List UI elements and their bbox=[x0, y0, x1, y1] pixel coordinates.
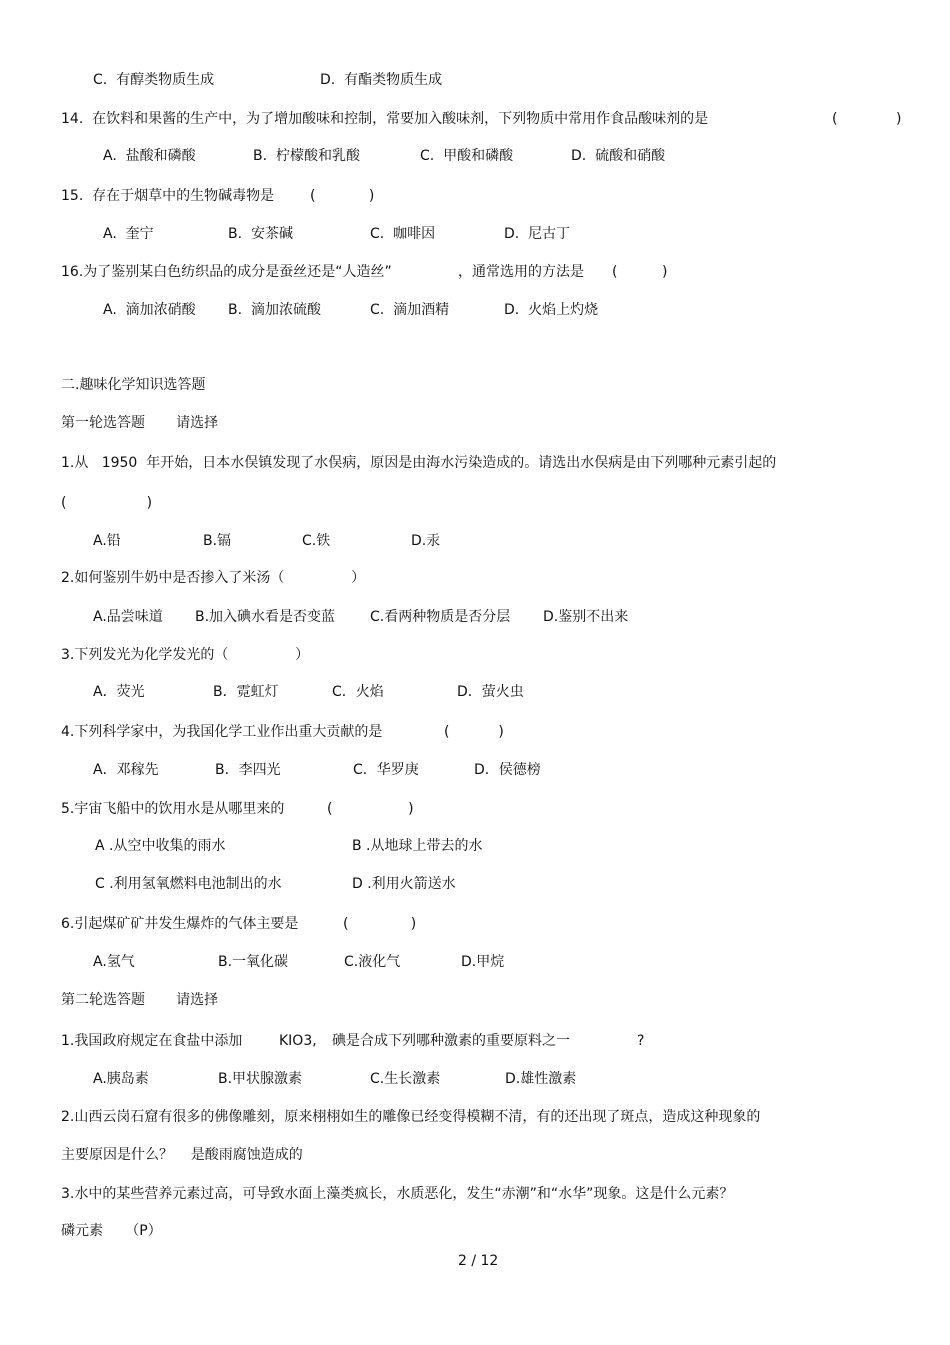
question-16-paren: ( ) bbox=[612, 264, 668, 280]
round-1-heading: 第一轮选答题 请选择 bbox=[61, 415, 219, 431]
r1q1-option-c: C.铁 bbox=[302, 533, 331, 549]
r1-question-5-paren: ( ) bbox=[327, 801, 414, 817]
r1q4-option-c: C．华罗庚 bbox=[353, 762, 419, 778]
r1q5-option-c: C .利用氢氧燃料电池制出的水 bbox=[95, 876, 282, 892]
r2-question-1-stem-cont: 碘是合成下列哪种激素的重要原料之一 bbox=[332, 1033, 570, 1049]
r2-question-2-line-1: 2.山西云岗石窟有很多的佛像雕刻，原来栩栩如生的雕像已经变得模糊不清，有的还出现了斑点，造成这种现象的 bbox=[61, 1109, 761, 1125]
r1-question-6-stem: 6.引起煤矿矿井发生爆炸的气体主要是 bbox=[61, 916, 299, 932]
r2q1-option-c: C.生长激素 bbox=[370, 1071, 441, 1087]
r1q4-option-b: B．李四光 bbox=[215, 762, 281, 778]
r1q1-option-b: B.镉 bbox=[203, 533, 232, 549]
question-14-stem: 14. 在饮料和果酱的生产中，为了增加酸味和控制，常要加入酸味剂，下列物质中常用作食品酸味剂的是 bbox=[61, 111, 709, 127]
page-number: 2 / 12 bbox=[458, 1253, 499, 1269]
r1q5-option-d: D .利用火箭送水 bbox=[352, 876, 456, 892]
q15-option-b: B. 安茶碱 bbox=[228, 226, 293, 242]
r2-question-2-line-2: 主要原因是什么？ 是酸雨腐蚀造成的 bbox=[61, 1147, 303, 1163]
r1q4-option-a: A．邓稼先 bbox=[93, 762, 159, 778]
question-16-stem-cont: ，通常选用的方法是 bbox=[458, 264, 584, 280]
r1q1-option-d: D.汞 bbox=[411, 533, 441, 549]
q16-option-a: A. 滴加浓硝酸 bbox=[103, 302, 196, 318]
r1q2-option-d: D.鉴别不出来 bbox=[543, 609, 629, 625]
r1-question-1-paren: ( ) bbox=[61, 495, 153, 511]
r1q6-option-c: C.液化气 bbox=[344, 954, 401, 970]
r2q1-option-d: D.雄性激素 bbox=[505, 1071, 577, 1087]
r2q1-option-b: B.甲状腺激素 bbox=[218, 1071, 303, 1087]
r2-question-1-qmark: ? bbox=[637, 1033, 645, 1049]
r1-question-3-stem: 3.下列发光为化学发光的（ ） bbox=[61, 647, 310, 663]
round-2-heading: 第二轮选答题 请选择 bbox=[61, 992, 219, 1008]
r1q5-option-a: A .从空中收集的雨水 bbox=[95, 838, 226, 854]
r2-question-3-line-2: 磷元素 （P） bbox=[61, 1223, 162, 1239]
question-16-stem: 16.为了鉴别某白色纺织品的成分是蚕丝还是“人造丝” bbox=[61, 264, 392, 280]
q15-option-c: C. 咖啡因 bbox=[370, 226, 436, 242]
r2-question-1-stem: 1.我国政府规定在食盐中添加 bbox=[61, 1033, 243, 1049]
r2-question-1-formula: KIO3, bbox=[279, 1033, 317, 1049]
r1-question-1-stem: 1.从 1950 年开始，日本水俣镇发现了水俣病，原因是由海水污染造成的。请选出水俣病是由下列哪种元素引起的 bbox=[61, 455, 777, 471]
r1q6-option-b: B.一氧化碳 bbox=[218, 954, 289, 970]
q14-option-d: D. 硫酸和硝酸 bbox=[571, 148, 666, 164]
section-title: 二.趣味化学知识选答题 bbox=[61, 377, 206, 393]
question-14-paren-open: ( bbox=[832, 111, 838, 127]
r1q2-option-a: A.品尝味道 bbox=[93, 609, 163, 625]
r1-question-4-stem: 4.下列科学家中，为我国化学工业作出重大贡献的是 bbox=[61, 724, 383, 740]
question-15-stem: 15. 存在于烟草中的生物碱毒物是 bbox=[61, 188, 275, 204]
r1q1-option-a: A.铅 bbox=[93, 533, 121, 549]
question-15-paren: ( ) bbox=[310, 188, 375, 204]
q16-option-d: D. 火焰上灼烧 bbox=[504, 302, 599, 318]
r2q1-option-a: A.胰岛素 bbox=[93, 1071, 149, 1087]
r1q6-option-a: A.氢气 bbox=[93, 954, 135, 970]
q14-option-b: B. 柠檬酸和乳酸 bbox=[253, 148, 360, 164]
r1q2-option-c: C.看两种物质是否分层 bbox=[370, 609, 511, 625]
r1-question-6-paren: ( ) bbox=[343, 916, 417, 932]
r1q6-option-d: D.甲烷 bbox=[461, 954, 505, 970]
r1q4-option-d: D．侯德榜 bbox=[474, 762, 541, 778]
r1q3-option-b: B．霓虹灯 bbox=[213, 684, 279, 700]
r1q3-option-a: A．荧光 bbox=[93, 684, 145, 700]
r1q3-option-d: D．萤火虫 bbox=[457, 684, 524, 700]
q15-option-d: D. 尼古丁 bbox=[504, 226, 571, 242]
r1q3-option-c: C．火焰 bbox=[332, 684, 384, 700]
q15-option-a: A. 奎宁 bbox=[103, 226, 154, 242]
r2-question-3-line-1: 3.水中的某些营养元素过高，可导致水面上藻类疯长，水质恶化，发生“赤潮”和“水华”现象。这是什么元素？ bbox=[61, 1186, 734, 1202]
r1q5-option-b: B .从地球上带去的水 bbox=[352, 838, 483, 854]
q13-option-d: D. 有酯类物质生成 bbox=[320, 72, 443, 88]
question-14-paren-close: ) bbox=[896, 111, 902, 127]
q16-option-c: C. 滴加酒精 bbox=[370, 302, 450, 318]
r1-question-4-paren: ( ) bbox=[444, 724, 504, 740]
q14-option-a: A. 盐酸和磷酸 bbox=[103, 148, 196, 164]
r1-question-5-stem: 5.宇宙飞船中的饮用水是从哪里来的 bbox=[61, 801, 285, 817]
q14-option-c: C. 甲酸和磷酸 bbox=[420, 148, 514, 164]
r1-question-2-stem: 2.如何鉴别牛奶中是否掺入了米汤（ ） bbox=[61, 570, 366, 586]
r1q2-option-b: B.加入碘水看是否变蓝 bbox=[195, 609, 336, 625]
q13-option-c: C. 有醇类物质生成 bbox=[93, 72, 215, 88]
q16-option-b: B. 滴加浓硫酸 bbox=[228, 302, 321, 318]
